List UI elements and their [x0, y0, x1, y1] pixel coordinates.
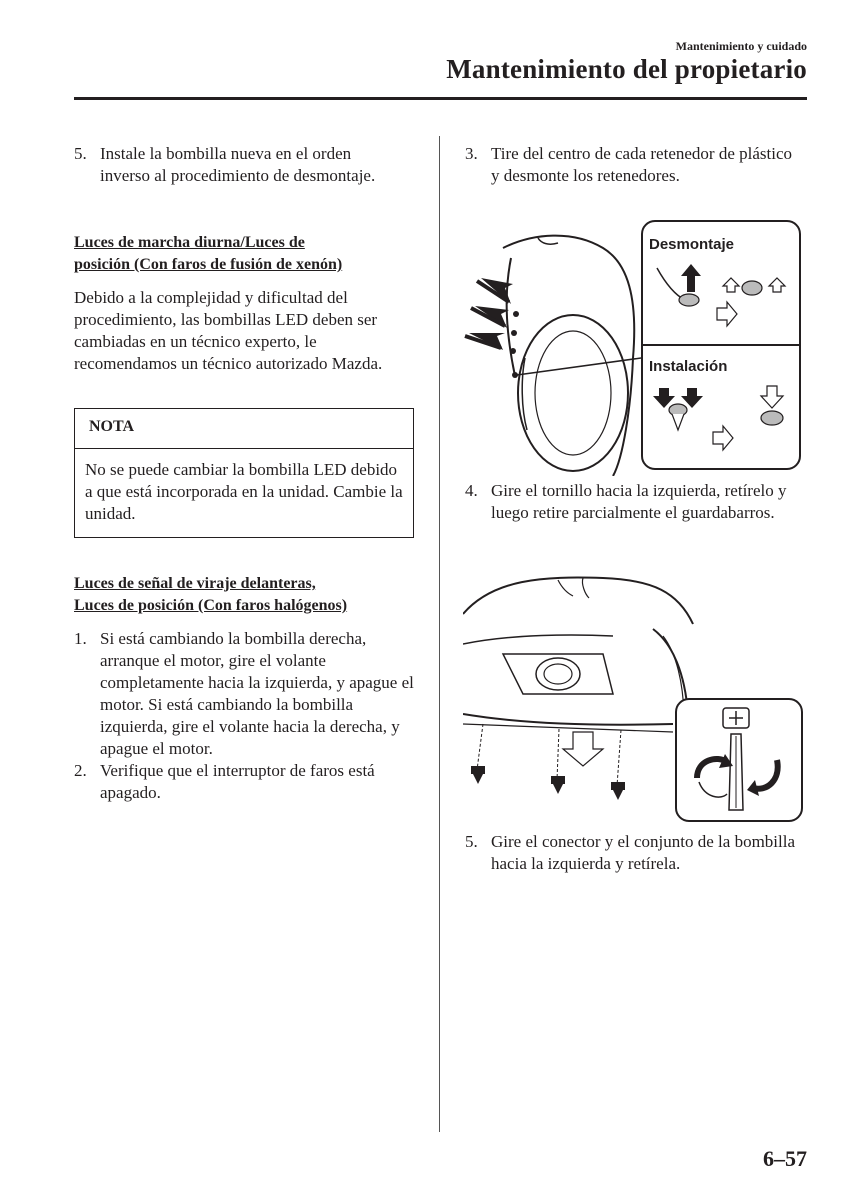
step-text: Tire del centro de cada retenedor de plástico y desmonte los retenedores. [491, 144, 792, 185]
heading-turn-signal [74, 573, 424, 617]
step-number: 5. [465, 832, 478, 851]
step-1-steering [74, 628, 414, 760]
screwdriver-rotate-icon [677, 700, 801, 820]
paragraph-led-notice: Debido a la complejidad y dificultad del procedimiento, las bombillas LED deben ser cambiadas en un técnico experto, le recomendamos un técnico autorizado Mazda. [74, 288, 383, 373]
header-rule [74, 97, 807, 100]
step-text: Si está cambiando la bombilla derecha, arranque el motor, gire el volante completamente hacia la izquierda, y apague el motor. Si está cambiando la bombilla izquierda, gire el volante hacia la derecha, y apague el motor. [100, 629, 414, 758]
page-number: 6–57 [763, 1146, 807, 1171]
screw-icon [611, 782, 625, 800]
install-label: Instalación [649, 358, 728, 375]
screw-callout [675, 698, 803, 822]
heading-daytime-lights [74, 232, 424, 276]
page-title: Mantenimiento del propietario [446, 54, 807, 84]
step-3-retainers [465, 143, 795, 187]
step-text: Gire el tornillo hacia la izquierda, retírelo y luego retire parcialmente el guardabarros. [491, 481, 787, 522]
removal-steps-icon [647, 256, 797, 336]
step-4-screw [465, 480, 795, 524]
retainer-callout [641, 220, 801, 470]
step-number: 1. [74, 629, 87, 648]
figure-screw-removal [463, 574, 806, 826]
step-number: 2. [74, 761, 87, 780]
note-box [74, 408, 414, 538]
step-5-install [74, 143, 404, 187]
note-title: NOTA [75, 409, 413, 449]
retainer-dot [511, 330, 517, 336]
step-number: 4. [465, 481, 478, 500]
step-number: 5. [74, 144, 87, 163]
retainer-dot [510, 348, 516, 354]
callout-divider [643, 344, 799, 346]
installation-steps-icon [647, 382, 797, 462]
step-5-connector [465, 831, 795, 875]
retainer-dot [513, 311, 519, 317]
column-divider [439, 136, 440, 1132]
note-text: No se puede cambiar la bombilla LED debido a que está incorporada en la unidad. Cambie la unidad. [85, 460, 403, 523]
heading-line: Luces de señal de viraje delanteras, [74, 575, 316, 592]
arrow-down-icon [563, 732, 603, 766]
section-label: Mantenimiento y cuidado [675, 39, 807, 53]
step-text: Verifique que el interruptor de faros está apagado. [100, 761, 375, 802]
step-text: Gire el conector y el conjunto de la bombilla hacia la izquierda y retírela. [491, 832, 796, 873]
screw-icon [471, 766, 485, 784]
heading-line: Luces de posición (Con faros halógenos) [74, 597, 348, 614]
screw-icon [551, 776, 565, 794]
heading-line: Luces de marcha diurna/Luces de [74, 234, 305, 251]
step-number: 3. [465, 144, 478, 163]
step-text: Instale la bombilla nueva en el orden inverso al procedimiento de desmontaje. [100, 144, 376, 185]
figure-retainer-removal [463, 218, 806, 476]
heading-line: posición (Con faros de fusión de xenón) [74, 256, 343, 273]
removal-label: Desmontaje [649, 236, 735, 253]
step-2-switch [74, 760, 414, 804]
